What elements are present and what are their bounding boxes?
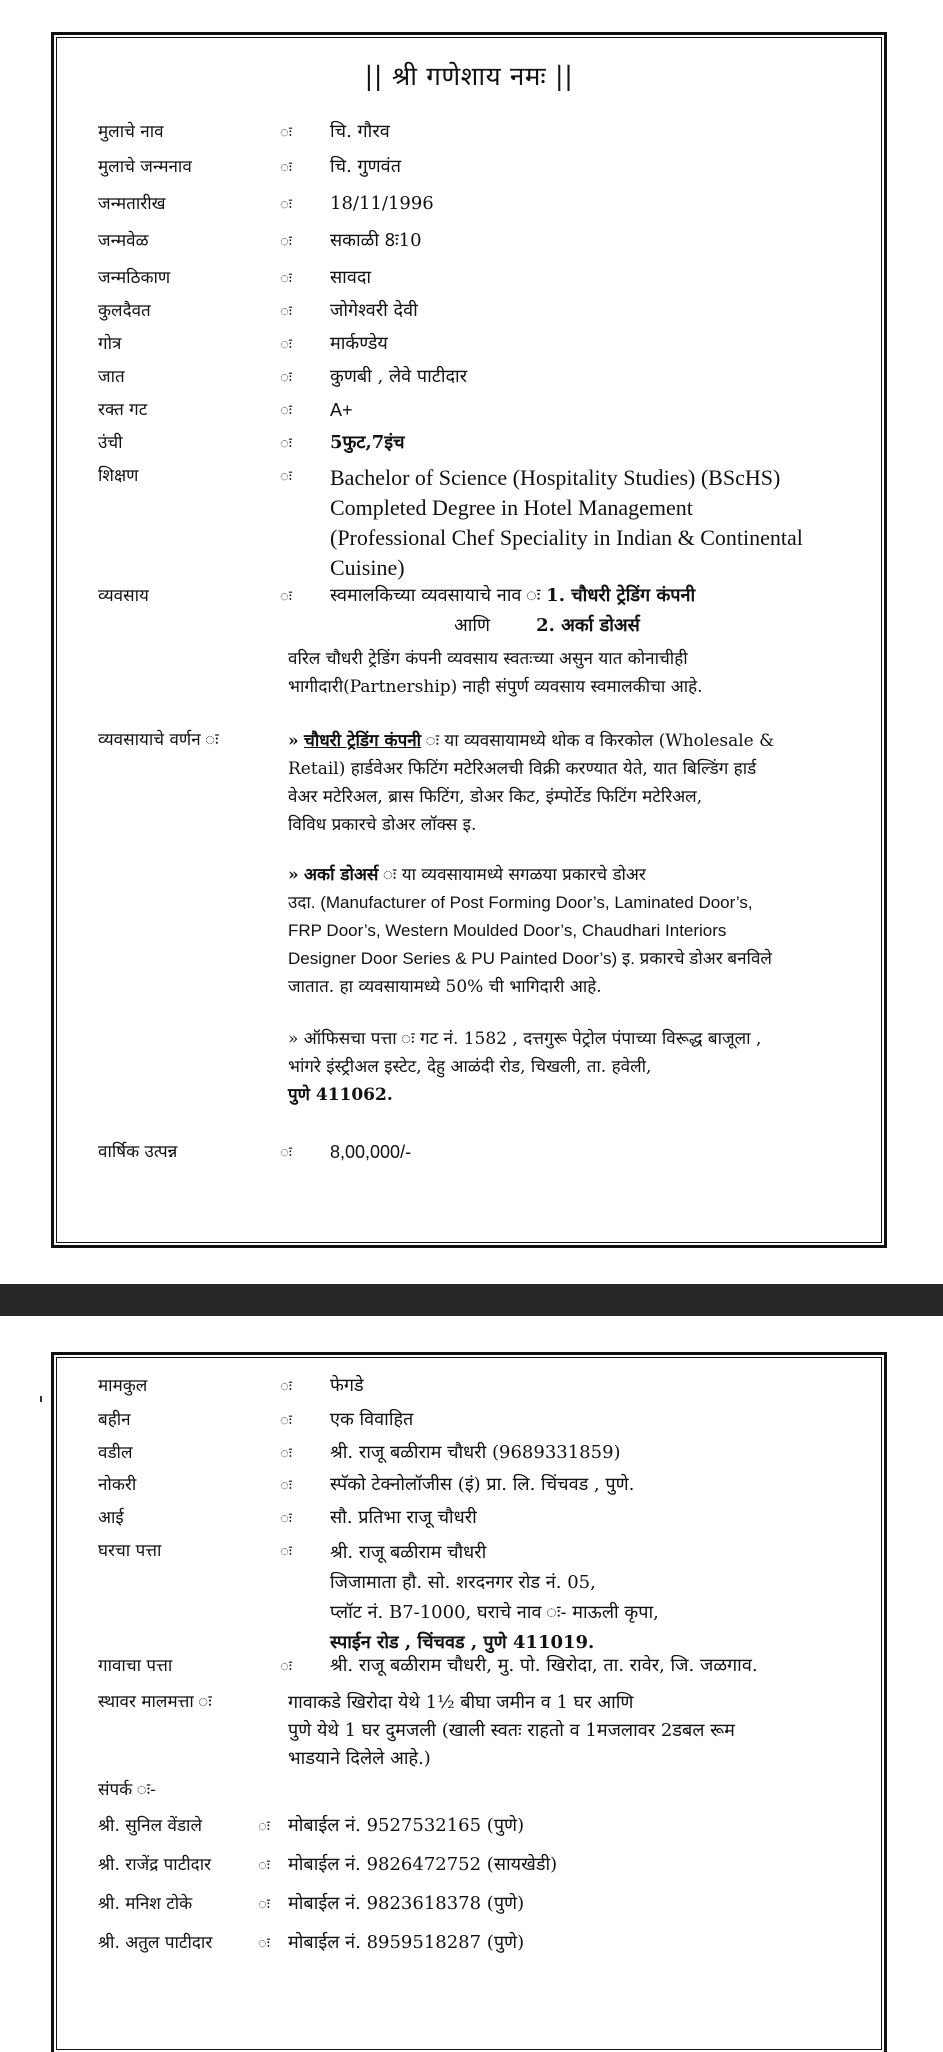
field-row-gotra [98,331,864,357]
field-separator: ः [280,368,292,386]
field-row-maternal-clan [98,1373,864,1399]
field-row-height [98,430,864,456]
contact-row [98,1891,864,1917]
income-value: 8,00,000/- [330,1142,412,1162]
field-value: सौ. प्रतिभा राजू चौधरी [330,1507,477,1528]
field-label: बहीन [98,1410,131,1430]
field-separator: ः [258,1817,270,1835]
field-row-mother [98,1505,864,1531]
field-row-job [98,1472,864,1498]
education-line: Cuisine) [330,555,405,580]
contacts-heading: संपर्क ः- [98,1780,156,1800]
field-value: 5फुट,7इंच [330,432,405,453]
address-line: जिजामाता हौ. सो. शरदनगर रोड नं. 05, [330,1572,596,1593]
paragraph-line: वेअर मटेरिअल, ब्रास फिटिंग, डोअर किट, इंम्पोर्टेड फिटिंग मटेरिअल, [288,787,703,807]
contact-phone: मोबाईल नं. 9823618378 (पुणे) [288,1893,525,1914]
field-label: मुलाचे जन्मनाव [98,157,192,177]
field-row-property [98,1689,864,1773]
field-label: आई [98,1508,124,1528]
field-separator: ः [258,1895,270,1913]
business-name-2: 2. अर्का डोअर्स [536,615,640,636]
contact-name: श्री. सुनिल वेंडाले [98,1816,202,1836]
company-title: अर्का डोअर्स [304,865,379,885]
education-line: Bachelor of Science (Hospitality Studies) (BScHS) [330,465,781,490]
biodata-page-2 [51,1352,887,2052]
contacts-heading-row [98,1777,864,1803]
field-label: उंची [98,433,123,453]
paragraph-line: Retail) हार्डवेअर फिटिंग मटेरिअलची विक्री करण्यात येते, यात बिल्डिंग हार्ड [288,759,757,779]
field-separator: ः [280,1542,292,1560]
field-row-sister [98,1407,864,1433]
property-line: भाडयाने दिलेले आहे.) [288,1748,431,1769]
field-row-name [98,119,864,145]
business-note-line: वरिल चौधरी ट्रेडिंग कंपनी व्यवसाय स्वतःच्या असुन यात कोनाचीही [288,649,688,669]
contact-name: श्री. अतुल पाटीदार [98,1933,213,1953]
field-label: स्थावर मालमत्ता ः [98,1692,212,1712]
field-separator: ः [280,1657,292,1675]
address-line: स्पाईन रोड , चिंचवड , पुणे 411019. [330,1632,595,1653]
biodata-page-1 [51,32,887,1248]
page-divider-band [0,1284,943,1316]
field-row-blood-group [98,397,864,423]
home-address-value [330,1538,864,1658]
field-separator: ः [280,158,292,176]
business-desc-paragraph-1 [288,727,868,839]
field-label: जन्मठिकाण [98,268,171,288]
education-value [330,463,864,583]
field-separator: ः [280,123,292,141]
field-label: जन्मवेळ [98,231,149,251]
education-line: (Professional Chef Speciality in Indian & Continental [330,525,803,550]
field-label: घरचा पत्ता [98,1541,162,1561]
bullet-marker: » [288,865,299,885]
field-separator: ः [280,335,292,353]
field-row-birth-date [98,191,864,217]
field-label: कुलदैवत [98,301,151,321]
page-heading: || श्री गणेशाय नमः || [364,62,574,92]
field-row-family-deity [98,298,864,324]
field-separator: ः [258,1934,270,1952]
field-separator: ः [280,434,292,452]
field-separator: ः [280,302,292,320]
business-note-line: भागीदारी(Partnership) नाही संपुर्ण व्यवसाय स्वमालकीचा आहे. [288,677,703,697]
field-row-birth-time [98,228,864,254]
field-label: गोत्र [98,334,122,354]
field-value: चि. गौरव [330,121,390,142]
company-title: चौधरी ट्रेडिंग कंपनी [304,731,422,751]
field-label: जात [98,367,125,387]
field-separator: ः [280,195,292,213]
paragraph-line: Designer Door Series & PU Painted Door’s) इ. प्रकारचे डोअर बनविले [288,949,772,968]
field-value: 18/11/1996 [330,193,434,214]
field-label: वार्षिक उत्पन्न [98,1142,178,1162]
business-name-prefix: स्वमालकिच्या व्यवसायाचे नाव ः [330,585,541,606]
property-value [288,1689,864,1773]
property-line: पुणे येथे 1 घर दुमजली (खाली स्वतः राहतो व 1मजलावर 2डबल रूम [288,1720,735,1741]
business-desc-paragraph-2 [288,861,868,1001]
field-value: सकाळी 8ः10 [330,230,422,251]
business-name-1: 1. चौधरी ट्रेडिंग कंपनी [546,585,696,606]
field-value: एक विवाहित [330,1409,414,1430]
contact-phone: मोबाईल नं. 8959518287 (पुणे) [288,1932,525,1953]
paragraph-line: पुणे 411062. [288,1085,393,1105]
property-line: गावाकडे खिरोदा येथे 1½ बीघा जमीन व 1 घर आणि [288,1692,634,1713]
field-separator: ः [280,401,292,419]
contact-name: श्री. मनिश टोके [98,1894,193,1914]
paragraph-line: FRP Door’s, Western Moulded Door’s, Chaudhari Interiors [288,921,727,940]
field-value: फेगडे [330,1375,364,1396]
paragraph-line: उदा. (Manufacturer of Post Forming Door’s, Laminated Door’s, [288,893,753,912]
field-label: वडील [98,1443,133,1463]
business-note [288,645,868,701]
field-value: कुणबी , लेवे पाटीदार [330,366,468,387]
paragraph-line: ः या व्यवसायामध्ये थोक व किरकोल (Wholesale & [439,731,775,751]
contact-phone: मोबाईल नं. 9826472752 (सायखेडी) [288,1854,558,1875]
field-value: मार्कण्डेय [330,333,388,354]
field-label: व्यवसाय [98,586,149,606]
field-row-income [98,1139,864,1165]
field-separator: ः [280,467,292,485]
paragraph-line: जातात. हा व्यवसायामध्ये 50% ची भागिदारी आहे. [288,977,602,997]
field-row-caste [98,364,864,390]
contact-phone: मोबाईल नं. 9527532165 (पुणे) [288,1815,525,1836]
contact-name: श्री. राजेंद्र पाटीदार [98,1855,212,1875]
field-value: चि. गुणवंत [330,156,401,177]
field-label: व्यवसायाचे वर्णन ः [98,730,219,750]
field-separator: ः [280,269,292,287]
field-label: मामकुल [98,1376,148,1396]
education-line: Completed Degree in Hotel Management [330,495,693,520]
stray-mark [40,1396,42,1402]
field-value: जोगेश्वरी देवी [330,300,418,321]
address-line: प्लॉट नं. B7-1000, घराचे नाव ः- माऊली कृपा, [330,1602,659,1623]
field-value: सावदा [330,267,372,288]
and-word: आणि [454,615,491,636]
field-row-education [98,463,864,583]
field-label: मुलाचे नाव [98,122,164,142]
field-separator: ः [280,1476,292,1494]
field-label: नोकरी [98,1475,137,1495]
bullet-marker: » [288,731,299,751]
field-label: गावाचा पत्ता [98,1656,173,1676]
paragraph-line: विविध प्रकारचे डोअर लॉक्स इ. [288,815,477,835]
field-row-father [98,1440,864,1466]
field-row-birth-place [98,265,864,291]
field-separator: ः [258,1856,270,1874]
field-separator: ः [280,1143,292,1161]
field-separator: ः [280,587,292,605]
paragraph-line: ः या व्यवसायामध्ये सगळया प्रकारचे डोअर [396,865,646,885]
paragraph-line: भांगरे इंस्ट्रीअल इस्टेट, देहु आळंदी रोड, चिखली, ता. हवेली, [288,1057,652,1077]
field-separator: ः [280,1377,292,1395]
address-line: श्री. राजू बळीराम चौधरी [330,1542,487,1563]
contact-row [98,1930,864,1956]
field-separator: ः [280,1509,292,1527]
field-separator: ः [280,1444,292,1462]
business-value [330,583,864,609]
contact-row [98,1813,864,1839]
field-separator: ः [280,232,292,250]
business-name-2-line [454,613,640,639]
contact-row [98,1852,864,1878]
field-value: श्री. राजू बळीराम चौधरी, मु. पो. खिरोदा, ता. रावेर, जि. जळगाव. [330,1655,758,1676]
field-row-business [98,583,864,609]
field-value: A+ [330,400,353,420]
field-label: शिक्षण [98,466,139,486]
office-address-paragraph [288,1025,868,1109]
field-separator: ः [280,1411,292,1429]
field-label: रक्त गट [98,400,148,420]
field-row-home-address [98,1538,864,1658]
field-value: स्पॅको टेक्नोलॉजीस (इं) प्रा. लि. चिंचवड , पुणे. [330,1474,635,1495]
field-row-village-address [98,1653,864,1679]
paragraph-line: » ऑफिसचा पत्ता ः गट नं. 1582 , दत्तगुरू पेट्रोल पंपाच्या विरूद्ध बाजूला , [288,1029,762,1049]
field-label: जन्मतारीख [98,194,166,214]
field-row-birth-name [98,154,864,180]
field-value: श्री. राजू बळीराम चौधरी (9689331859) [330,1442,621,1463]
